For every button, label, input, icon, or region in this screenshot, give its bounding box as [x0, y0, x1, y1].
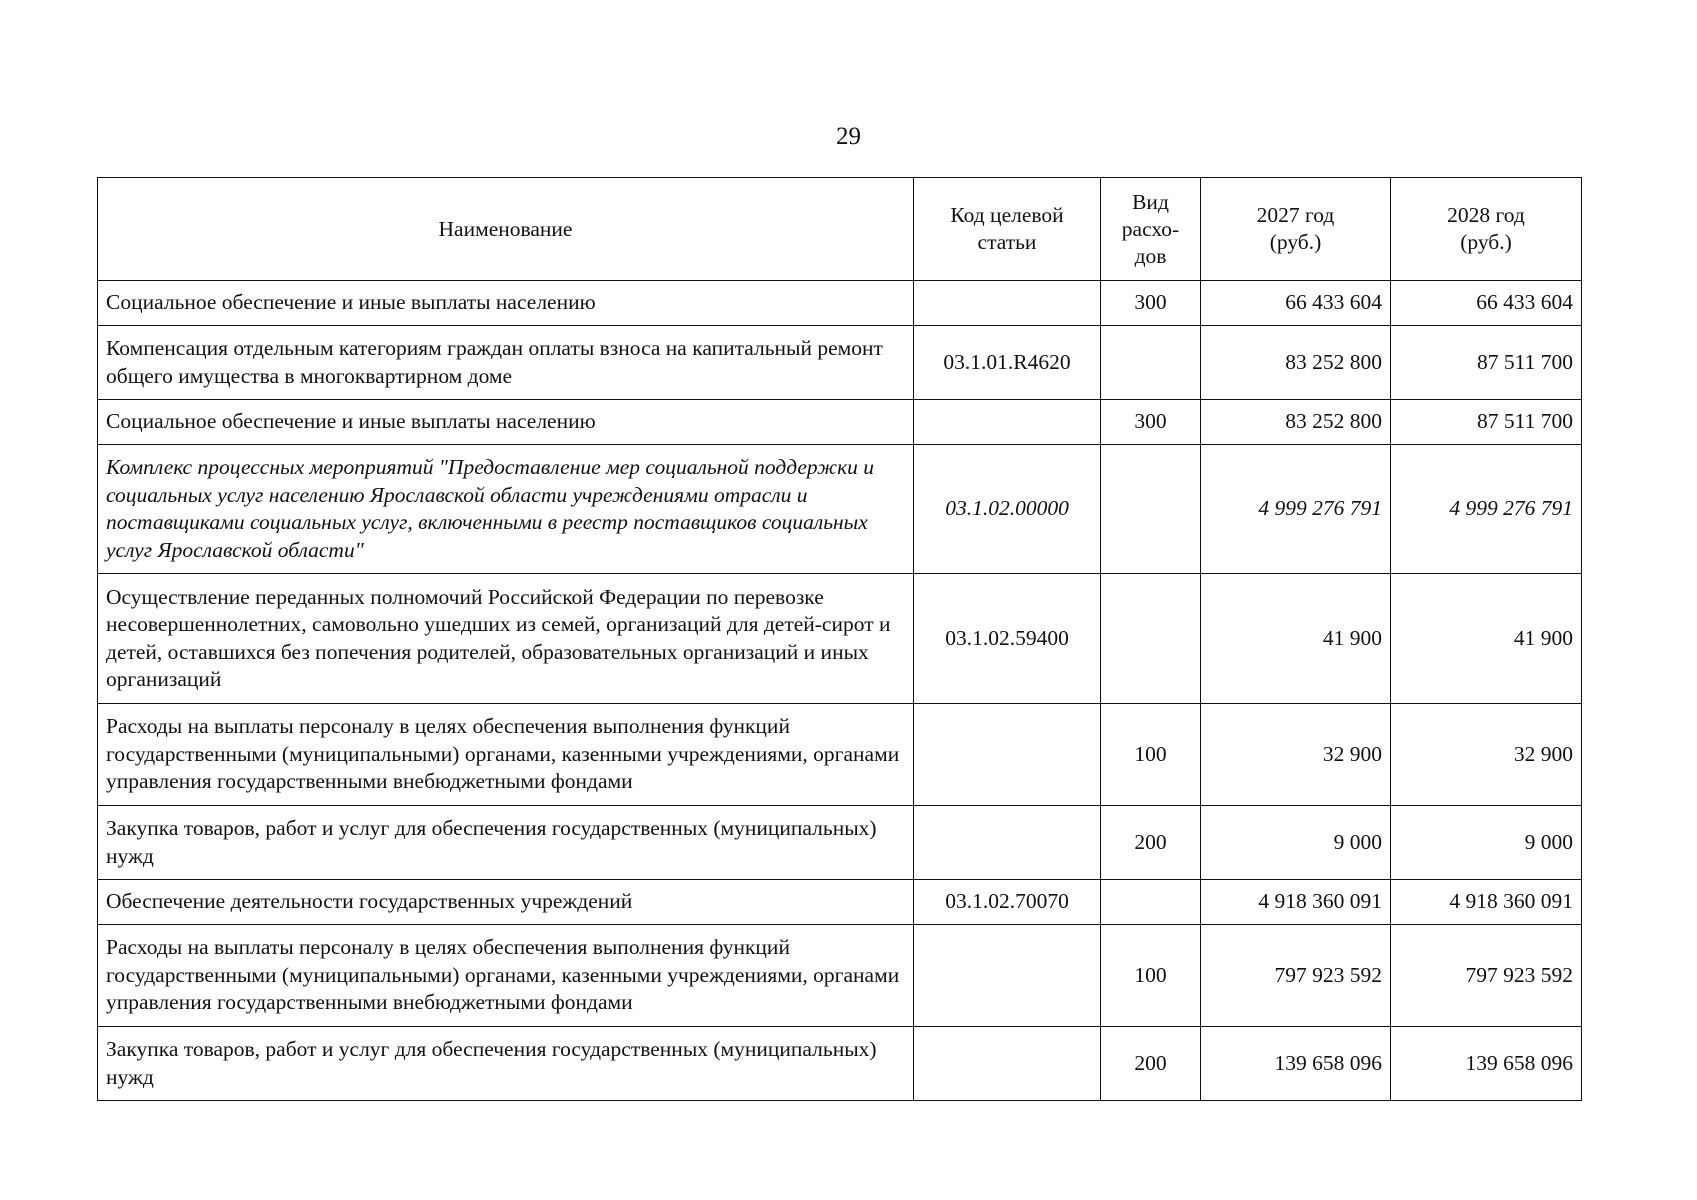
row-name: Расходы на выплаты персоналу в целях обеспечения выполнения функций государственными (муниципальными) органами, казенными учреждениями, органами управления государственными внебюджетными фондами [98, 704, 914, 806]
row-code [914, 704, 1101, 806]
row-name: Комплекс процессных мероприятий "Предоставление мер социальной поддержки и социальных услуг населению Ярославской области учреждениями отрасли и поставщиками социальных услуг, включенными в реестр поставщиков социальных услуг Ярославской области" [98, 445, 914, 574]
header-type-line3: дов [1134, 243, 1167, 268]
table-row [98, 281, 1582, 326]
row-amount-2028: 9 000 [1391, 806, 1582, 880]
header-expense-type [1101, 178, 1201, 281]
row-code [914, 281, 1101, 326]
table-row [98, 880, 1582, 925]
row-amount-2027: 41 900 [1201, 574, 1391, 704]
row-amount-2028: 87 511 700 [1391, 400, 1582, 445]
header-2027-line2: (руб.) [1269, 230, 1322, 254]
table-row [98, 574, 1582, 704]
table-row [98, 326, 1582, 400]
row-name: Осуществление переданных полномочий Российской Федерации по перевозке несовершеннолетних, самовольно ушедших из семей, организаций для детей-сирот и детей, оставшихся без попечения родителей, образовательных организаций и иных организаций [98, 574, 914, 704]
table-row [98, 704, 1582, 806]
row-name: Закупка товаров, работ и услуг для обеспечения государственных (муниципальных) нужд [98, 1027, 914, 1101]
row-amount-2028: 87 511 700 [1391, 326, 1582, 400]
row-amount-2028: 41 900 [1391, 574, 1582, 704]
row-amount-2027: 139 658 096 [1201, 1027, 1391, 1101]
row-expense-type [1101, 574, 1201, 704]
header-code [914, 178, 1101, 281]
row-amount-2027: 797 923 592 [1201, 925, 1391, 1027]
header-type-line1: Вид [1132, 189, 1169, 214]
row-amount-2028: 66 433 604 [1391, 281, 1582, 326]
row-name: Социальное обеспечение и иные выплаты населению [98, 281, 914, 326]
header-name: Наименование [98, 178, 914, 281]
row-code [914, 1027, 1101, 1101]
row-name: Компенсация отдельным категориям граждан оплаты взноса на капитальный ремонт общего имущества в многоквартирном доме [98, 326, 914, 400]
row-amount-2028: 4 999 276 791 [1391, 445, 1582, 574]
row-expense-type: 300 [1101, 400, 1201, 445]
row-name: Расходы на выплаты персоналу в целях обеспечения выполнения функций государственными (муниципальными) органами, казенными учреждениями, органами управления государственными внебюджетными фондами [98, 925, 914, 1027]
table-row [98, 806, 1582, 880]
row-name: Обеспечение деятельности государственных учреждений [98, 880, 914, 925]
row-amount-2027: 4 918 360 091 [1201, 880, 1391, 925]
row-amount-2028: 4 918 360 091 [1391, 880, 1582, 925]
row-amount-2028: 139 658 096 [1391, 1027, 1582, 1101]
row-code: 03.1.02.00000 [914, 445, 1101, 574]
table-row [98, 1027, 1582, 1101]
row-expense-type [1101, 326, 1201, 400]
table-row [98, 400, 1582, 445]
row-expense-type: 200 [1101, 1027, 1201, 1101]
header-code-line1: Код целевой [950, 203, 1064, 227]
row-expense-type: 100 [1101, 925, 1201, 1027]
row-expense-type: 300 [1101, 281, 1201, 326]
row-amount-2027: 32 900 [1201, 704, 1391, 806]
row-code [914, 925, 1101, 1027]
row-name: Социальное обеспечение и иные выплаты населению [98, 400, 914, 445]
row-amount-2027: 83 252 800 [1201, 326, 1391, 400]
row-amount-2027: 4 999 276 791 [1201, 445, 1391, 574]
row-amount-2028: 797 923 592 [1391, 925, 1582, 1027]
header-code-line2: статьи [977, 230, 1037, 254]
table-row [98, 445, 1582, 574]
row-expense-type [1101, 445, 1201, 574]
header-type-line2: расхо- [1121, 216, 1180, 241]
header-2028 [1391, 178, 1582, 281]
row-code: 03.1.01.R4620 [914, 326, 1101, 400]
header-2028-line2: (руб.) [1460, 230, 1512, 254]
row-amount-2027: 9 000 [1201, 806, 1391, 880]
row-name: Закупка товаров, работ и услуг для обеспечения государственных (муниципальных) нужд [98, 806, 914, 880]
table-row [98, 925, 1582, 1027]
row-code [914, 806, 1101, 880]
row-amount-2027: 66 433 604 [1201, 281, 1391, 326]
row-expense-type: 100 [1101, 704, 1201, 806]
row-amount-2027: 83 252 800 [1201, 400, 1391, 445]
header-2027 [1201, 178, 1391, 281]
row-amount-2028: 32 900 [1391, 704, 1582, 806]
row-expense-type [1101, 880, 1201, 925]
row-code [914, 400, 1101, 445]
table-header-row [98, 178, 1582, 281]
row-expense-type: 200 [1101, 806, 1201, 880]
budget-table [97, 177, 1582, 1101]
row-code: 03.1.02.59400 [914, 574, 1101, 704]
row-code: 03.1.02.70070 [914, 880, 1101, 925]
header-2027-line1: 2027 год [1256, 203, 1335, 227]
page-number: 29 [836, 123, 861, 150]
header-2028-line1: 2028 год [1447, 203, 1525, 227]
